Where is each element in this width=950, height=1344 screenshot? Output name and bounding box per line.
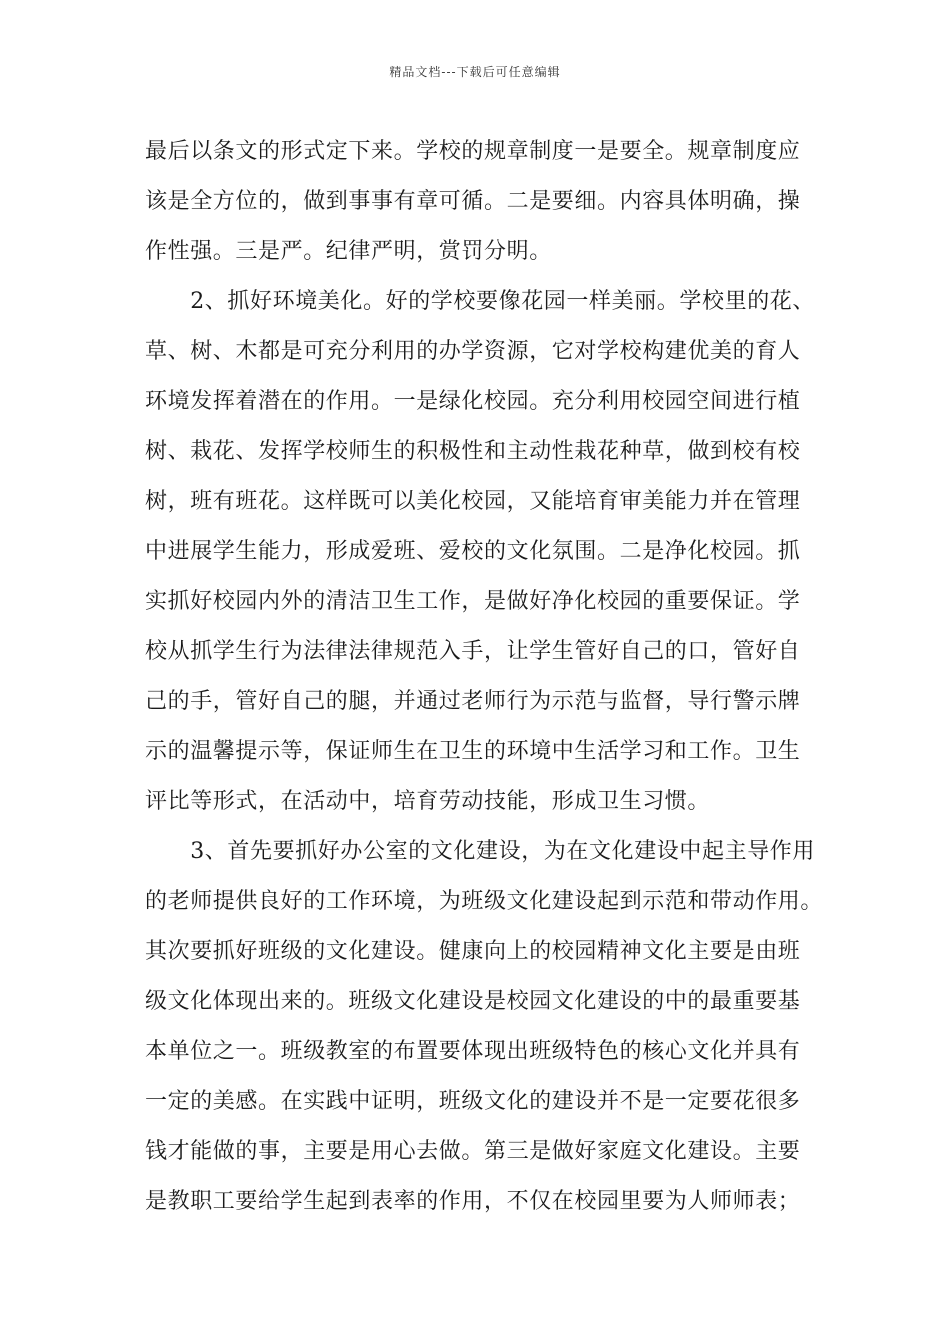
text-line: 一定的美感。在实践中证明，班级文化的建设并不是一定要花很多 [145,1089,801,1114]
text-line: 校从抓学生行为法律法律规范入手，让学生管好自己的口，管好自 [145,639,801,664]
text-line: 最后以条文的形式定下来。学校的规章制度一是要全。规章制度应 [145,139,801,164]
text-line: 2、抓好环境美化。好的学校要像花园一样美丽。学校里的花、 [145,289,815,314]
text-line: 是教职工要给学生起到表率的作用，不仅在校园里要为人师师表； [145,1189,801,1214]
text-line: 其次要抓好班级的文化建设。健康向上的校园精神文化主要是由班 [145,939,801,964]
text-line: 草、树、木都是可充分利用的办学资源，它对学校构建优美的育人 [145,339,801,364]
text-line: 钱才能做的事，主要是用心去做。第三是做好家庭文化建设。主要 [145,1139,801,1164]
text-line: 评比等形式，在活动中，培育劳动技能，形成卫生习惯。 [145,789,711,814]
text-line: 示的温馨提示等，保证师生在卫生的环境中生活学习和工作。卫生 [145,739,801,764]
text-line: 实抓好校园内外的清洁卫生工作，是做好净化校园的重要保证。学 [145,589,801,614]
page-header: 精品文档---下载后可任意编辑 [389,65,561,79]
text-line: 树，班有班花。这样既可以美化校园，又能培育审美能力并在管理 [145,489,801,514]
text-line: 树、栽花、发挥学校师生的积极性和主动性栽花种草，做到校有校 [145,439,801,464]
text-line: 中进展学生能力，形成爱班、爱校的文化氛围。二是净化校园。抓 [145,539,801,564]
text-line: 级文化体现出来的。班级文化建设是校园文化建设的中的最重要基 [145,989,801,1014]
text-line: 的老师提供良好的工作环境，为班级文化建设起到示范和带动作用。 [145,889,824,914]
text-line: 3、首先要抓好办公室的文化建设，为在文化建设中起主导作用 [145,839,815,864]
text-line: 己的手，管好自己的腿，并通过老师行为示范与监督，导行警示牌 [145,689,801,714]
text-line: 本单位之一。班级教室的布置要体现出班级特色的核心文化并具有 [145,1039,801,1064]
document-body [145,127,824,1227]
text-line: 该是全方位的，做到事事有章可循。二是要细。内容具体明确，操 [145,189,801,214]
text-line: 作性强。三是严。纪律严明，赏罚分明。 [145,239,552,264]
text-line: 环境发挥着潜在的作用。一是绿化校园。充分利用校园空间进行植 [145,389,801,414]
